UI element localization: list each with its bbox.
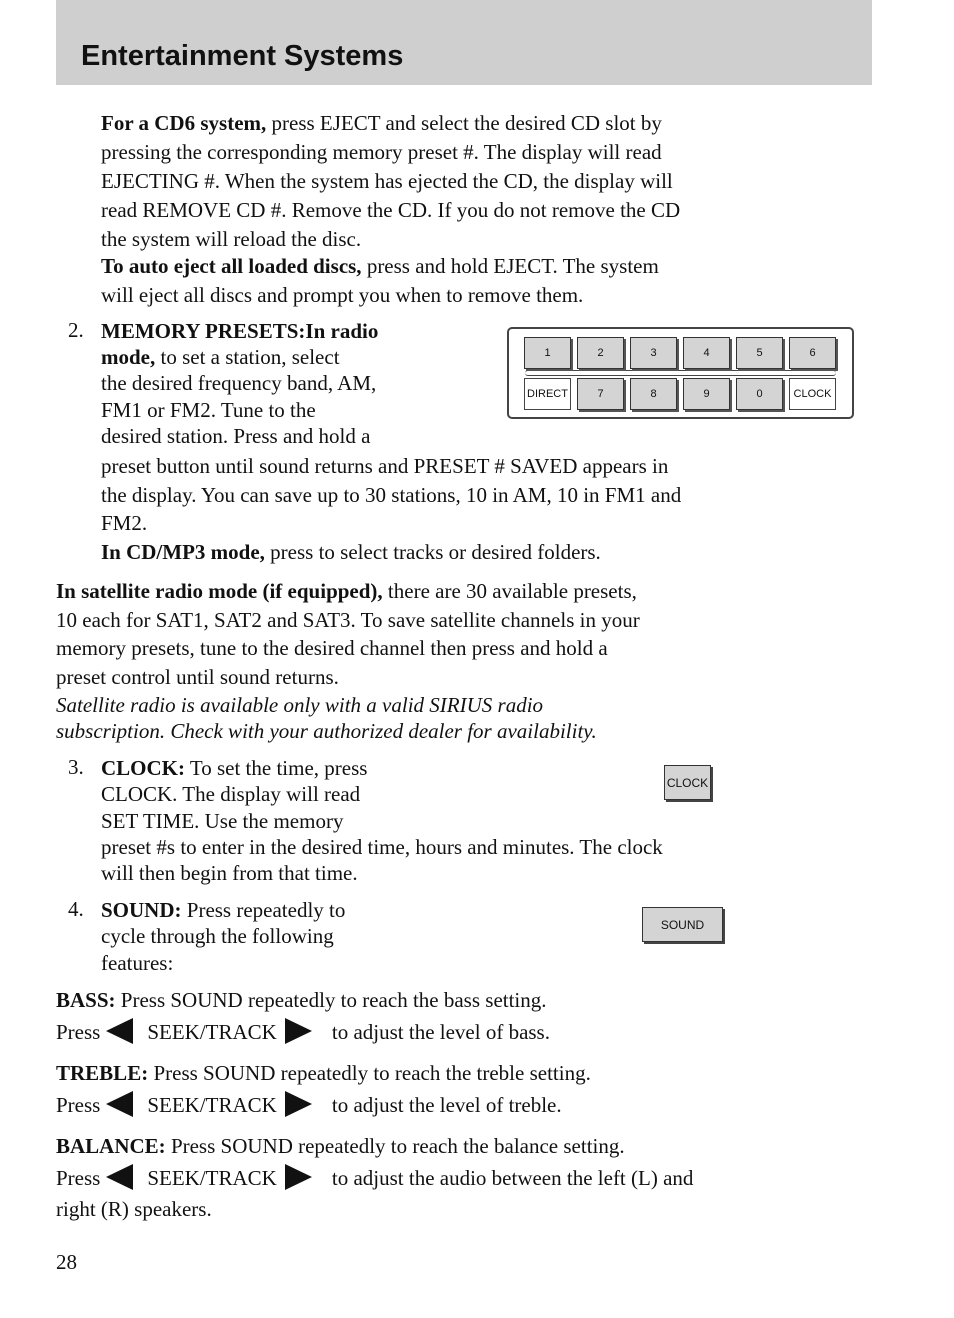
preset-button-5[interactable]: 5: [736, 337, 783, 369]
sound-button[interactable]: SOUND: [642, 907, 723, 942]
bass-seek: SEEK/TRACK: [147, 1020, 277, 1044]
sound-line-1: [101, 897, 345, 923]
cd6-line-1: [101, 109, 662, 138]
memory-presets-line-1: [101, 318, 378, 344]
memory-presets-text-2: to set a station, select: [155, 345, 340, 369]
memory-presets-line-5: desired station. Press and hold a: [101, 424, 371, 448]
treble-text-1: Press SOUND repeatedly to reach the treble setting.: [148, 1061, 591, 1085]
auto-eject-line-1: [101, 252, 659, 281]
treble-after: to adjust the level of treble.: [331, 1093, 562, 1117]
bass-line-1: [56, 986, 547, 1015]
auto-eject-bold: To auto eject all loaded discs,: [101, 254, 362, 278]
memory-presets-line-8: FM2.: [101, 511, 148, 535]
clock-panel-button[interactable]: CLOCK: [789, 378, 836, 410]
bass-press: Press: [56, 1020, 101, 1044]
treble-line-1: [56, 1059, 591, 1088]
cd6-line-2: pressing the corresponding memory preset #. The display will read: [101, 140, 662, 164]
seek-left-icon: [106, 1018, 133, 1044]
seek-right-icon: [285, 1091, 312, 1117]
satellite-bold: In satellite radio mode (if equipped),: [56, 579, 383, 603]
balance-seek: SEEK/TRACK: [147, 1166, 277, 1190]
clock-line-2: CLOCK. The display will read: [101, 782, 361, 806]
cd6-text-1: press EJECT and select the desired CD slot by: [266, 111, 662, 135]
preset-button-0[interactable]: 0: [736, 378, 783, 410]
memory-presets-bold-1: MEMORY PRESETS:In radio: [101, 319, 379, 343]
clock-line-4: preset #s to enter in the desired time, hours and minutes. The clock: [101, 835, 663, 859]
cd6-line-5: the system will reload the disc.: [101, 227, 362, 251]
item-number-4: 4.: [68, 897, 84, 921]
memory-presets-line-7: the display. You can save up to 30 stations, 10 in AM, 10 in FM1 and: [101, 483, 682, 507]
balance-after: to adjust the audio between the left (L) and: [331, 1166, 694, 1190]
satellite-text-1: there are 30 available presets,: [382, 579, 637, 603]
cdmp3-line: [101, 538, 601, 567]
clock-text-1: To set the time, press: [185, 756, 368, 780]
satellite-note-1: Satellite radio is available only with a valid SIRIUS radio: [56, 693, 544, 717]
seek-right-icon: [285, 1164, 312, 1190]
memory-presets-bold-2: mode,: [101, 345, 156, 369]
item-number-2: 2.: [68, 318, 84, 342]
preset-button-4[interactable]: 4: [683, 337, 730, 369]
seek-left-icon: [106, 1091, 133, 1117]
clock-line-5: will then begin from that time.: [101, 861, 358, 885]
cd6-bold: For a CD6 system,: [101, 111, 267, 135]
sound-bold: SOUND:: [101, 898, 182, 922]
preset-button-9[interactable]: 9: [683, 378, 730, 410]
treble-press: Press: [56, 1093, 101, 1117]
auto-eject-text-1: press and hold EJECT. The system: [361, 254, 659, 278]
cdmp3-bold: In CD/MP3 mode,: [101, 540, 265, 564]
clock-line-3: SET TIME. Use the memory: [101, 809, 344, 833]
satellite-line-4: preset control until sound returns.: [56, 665, 339, 689]
cd6-line-4: read REMOVE CD #. Remove the CD. If you do not remove the CD: [101, 198, 681, 222]
clock-line-1: [101, 755, 367, 781]
balance-line-2: [56, 1164, 693, 1193]
page-title: Entertainment Systems: [81, 40, 404, 72]
preset-button-3[interactable]: 3: [630, 337, 677, 369]
treble-bold: TREBLE:: [56, 1061, 149, 1085]
preset-button-panel: [507, 327, 854, 419]
cd6-line-3: EJECTING #. When the system has ejected the CD, the display will: [101, 169, 673, 193]
page-number: 28: [56, 1250, 77, 1274]
balance-line-3: right (R) speakers.: [56, 1197, 212, 1221]
bass-after: to adjust the level of bass.: [331, 1020, 550, 1044]
preset-button-1[interactable]: 1: [524, 337, 571, 369]
memory-presets-line-3: the desired frequency band, AM,: [101, 371, 377, 395]
satellite-note-2: subscription. Check with your authorized dealer for availability.: [56, 719, 597, 743]
sound-line-2: cycle through the following: [101, 924, 334, 948]
direct-button[interactable]: DIRECT: [524, 378, 571, 410]
balance-line-1: [56, 1132, 625, 1161]
balance-bold: BALANCE:: [56, 1134, 166, 1158]
preset-button-2[interactable]: 2: [577, 337, 624, 369]
clock-bold: CLOCK:: [101, 756, 185, 780]
sound-line-3: features:: [101, 951, 174, 975]
preset-button-7[interactable]: 7: [577, 378, 624, 410]
clock-button[interactable]: CLOCK: [664, 765, 711, 800]
preset-button-6[interactable]: 6: [789, 337, 836, 369]
bass-line-2: [56, 1018, 550, 1047]
memory-presets-line-6: preset button until sound returns and PRESET # SAVED appears in: [101, 454, 669, 478]
satellite-line-1: [56, 577, 637, 606]
page-header: [56, 0, 872, 85]
seek-left-icon: [106, 1164, 133, 1190]
seek-right-icon: [285, 1018, 312, 1044]
balance-press: Press: [56, 1166, 101, 1190]
balance-text-1: Press SOUND repeatedly to reach the balance setting.: [165, 1134, 625, 1158]
panel-divider: [525, 370, 836, 376]
bass-bold: BASS:: [56, 988, 116, 1012]
memory-presets-line-2: [101, 344, 340, 370]
bass-text-1: Press SOUND repeatedly to reach the bass setting.: [115, 988, 547, 1012]
preset-button-8[interactable]: 8: [630, 378, 677, 410]
memory-presets-line-4: FM1 or FM2. Tune to the: [101, 398, 316, 422]
treble-line-2: [56, 1091, 562, 1120]
cdmp3-text: press to select tracks or desired folders.: [264, 540, 601, 564]
sound-text-1: Press repeatedly to: [181, 898, 346, 922]
satellite-line-3: memory presets, tune to the desired channel then press and hold a: [56, 636, 608, 660]
item-number-3: 3.: [68, 755, 84, 779]
auto-eject-line-2: will eject all discs and prompt you when to remove them.: [101, 283, 584, 307]
satellite-line-2: 10 each for SAT1, SAT2 and SAT3. To save satellite channels in your: [56, 608, 640, 632]
treble-seek: SEEK/TRACK: [147, 1093, 277, 1117]
